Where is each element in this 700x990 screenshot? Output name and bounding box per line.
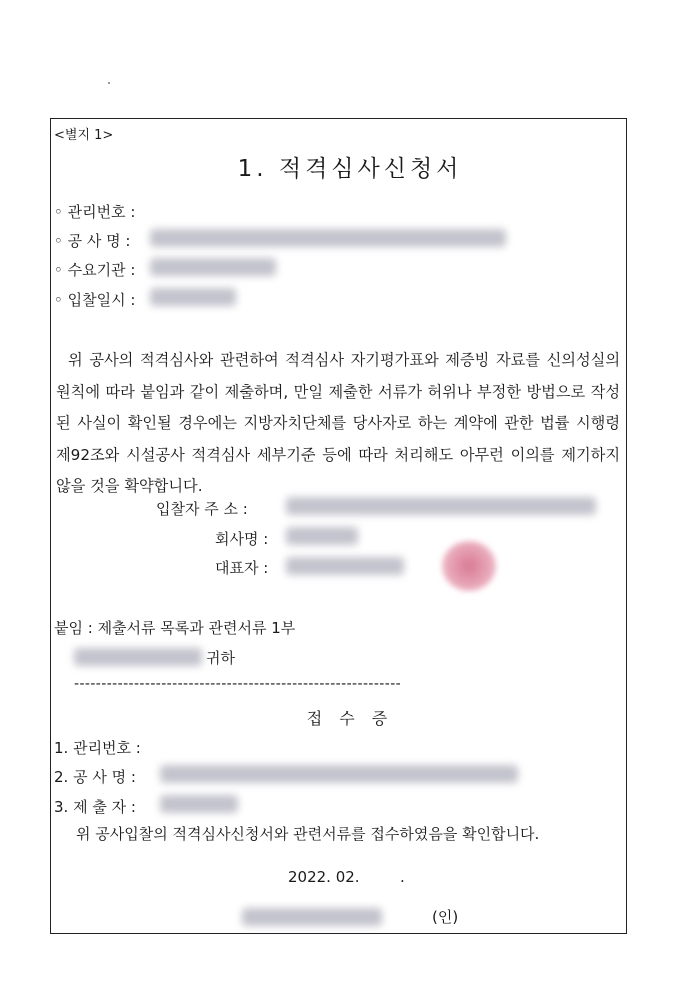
receipt-project-name: 2. 공 사 명 : bbox=[54, 768, 136, 786]
redacted-bid-date bbox=[150, 288, 236, 306]
receipt-submitter: 3. 제 출 자 : bbox=[54, 798, 136, 816]
redacted-addressee bbox=[74, 648, 202, 666]
bullet-icon: ◦ bbox=[54, 232, 63, 250]
pledge-text: 위 공사의 적격심사와 관련하여 적격심사 자기평가표와 제증빙 자료를 신의성실의 원칙에 따라 붙임과 같이 제출하며, 만일 제출한 서류가 허위나 부정한 방법으로 작성된 사실이 확인될 경우에는 지방자치단체를 당사자로 하는 계약에 관한 법률 시행령 제92조와 시설공사 적격심사 세부기준 등에 따라 처리해도 아무런 이의를 제기하지 않을 것을 확약합니다. bbox=[56, 351, 620, 496]
bidder-rep-label: 대표자 : bbox=[215, 559, 269, 577]
bidder-company-label: 회사명 : bbox=[215, 530, 269, 548]
bullet-icon: ◦ bbox=[54, 261, 63, 279]
field-project-name bbox=[54, 230, 130, 251]
redacted-receiver bbox=[242, 908, 382, 926]
field-label: 입찰일시 : bbox=[67, 291, 136, 309]
scan-speck bbox=[108, 82, 110, 84]
redacted-representative bbox=[286, 557, 404, 575]
field-label: 관리번호 : bbox=[67, 203, 136, 221]
addressee-suffix: 귀하 bbox=[206, 649, 235, 667]
pledge-paragraph bbox=[56, 345, 620, 503]
receipt-mgmt-no: 1. 관리번호 : bbox=[54, 739, 141, 757]
bullet-icon: ◦ bbox=[54, 291, 63, 309]
redacted-submitter bbox=[160, 795, 238, 813]
field-mgmt-no bbox=[54, 201, 135, 222]
field-label: 공 사 명 : bbox=[67, 232, 131, 250]
field-agency bbox=[54, 259, 135, 280]
receipt-date: 2022. 02. bbox=[288, 868, 360, 886]
seal-mark: (인) bbox=[432, 908, 459, 926]
field-bid-date bbox=[54, 289, 135, 310]
redacted-company bbox=[286, 527, 358, 545]
separator-line: ------------------------------------------------------------ bbox=[74, 676, 402, 692]
attachment-line: 붙임 : 제출서류 목록과 관련서류 1부 bbox=[54, 619, 296, 637]
redacted-project-name bbox=[150, 229, 506, 247]
bullet-icon: ◦ bbox=[54, 203, 63, 221]
redacted-address bbox=[286, 497, 596, 515]
field-label: 수요기관 : bbox=[67, 261, 136, 279]
redacted-receipt-project bbox=[160, 765, 518, 783]
receipt-date-dot: . bbox=[400, 868, 405, 886]
redacted-agency bbox=[150, 258, 276, 276]
company-seal-stamp bbox=[442, 541, 496, 591]
receipt-confirm-text: 위 공사입찰의 적격심사신청서와 관련서류를 접수하였음을 확인합니다. bbox=[76, 825, 540, 843]
attachment-tag: <별지 1> bbox=[54, 128, 114, 143]
bidder-address-label: 입찰자 주 소 : bbox=[156, 500, 248, 518]
receipt-title: 접 수 증 bbox=[306, 709, 394, 728]
document-title: 1. 적격심사신청서 bbox=[237, 156, 463, 182]
